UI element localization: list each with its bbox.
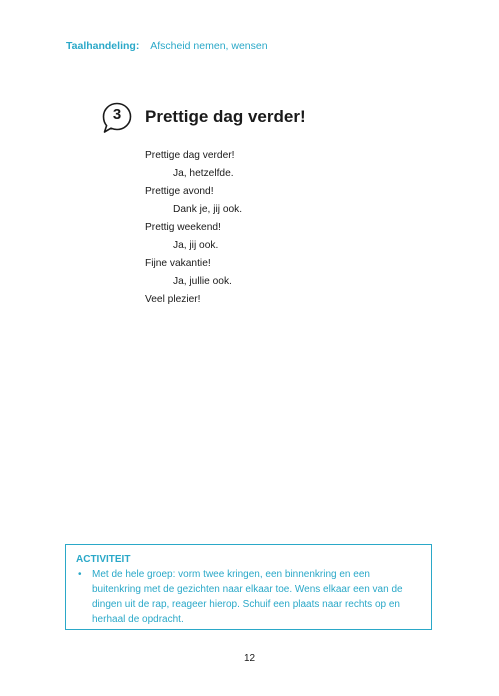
- dialogue-line: Prettig weekend!: [145, 222, 221, 233]
- activity-text: Met de hele groep: vorm twee kringen, een binnenkring en een buitenkring met de gezichten naar elkaar toe. Wens elkaar een van de dingen uit de rap, reageer hierop. Schuif een plaats naar rechts op en herhaal de opdracht.: [92, 569, 403, 625]
- speech-bubble-icon: [101, 101, 133, 135]
- dialogue-response: Ja, jij ook.: [173, 240, 219, 251]
- page-number: 12: [243, 653, 256, 664]
- dialogue-response: Ja, jullie ook.: [173, 276, 232, 287]
- bullet-icon: •: [78, 569, 82, 580]
- topic-label: Taalhandeling:: [66, 40, 140, 52]
- dialogue-line: Veel plezier!: [145, 294, 201, 305]
- section-title: Prettige dag verder!: [145, 107, 306, 126]
- dialogue-response: Dank je, jij ook.: [173, 204, 243, 215]
- dialogue-line: Prettige dag verder!: [145, 150, 235, 161]
- dialogue-list: [145, 147, 242, 309]
- section-number: 3: [112, 106, 122, 123]
- activity-box: [65, 544, 432, 630]
- dialogue-line: Fijne vakantie!: [145, 258, 211, 269]
- activity-heading: ACTIVITEIT: [76, 554, 131, 565]
- topic-line: [66, 40, 268, 52]
- dialogue-line: Prettige avond!: [145, 186, 214, 197]
- dialogue-response: Ja, hetzelfde.: [173, 168, 234, 179]
- topic-value: Afscheid nemen, wensen: [150, 40, 268, 52]
- activity-item: [76, 567, 421, 627]
